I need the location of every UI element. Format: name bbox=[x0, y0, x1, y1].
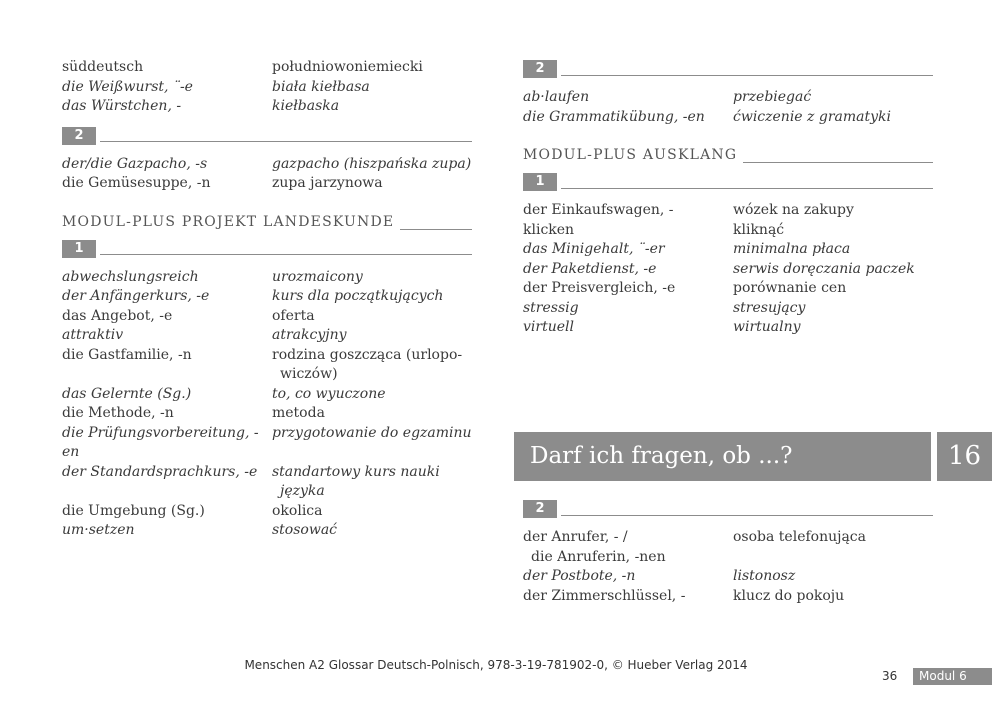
glossary-row bbox=[523, 567, 933, 587]
german-term: der Preisvergleich, -e bbox=[523, 280, 676, 296]
glossary-row bbox=[62, 482, 472, 502]
polish-translation: metoda bbox=[272, 405, 325, 421]
glossary-row bbox=[523, 318, 933, 338]
polish-translation: wirtualny bbox=[733, 319, 801, 335]
glossary-row bbox=[62, 424, 472, 463]
glossary-row bbox=[62, 58, 472, 78]
polish-translation: przebiegać bbox=[733, 89, 812, 105]
right-lower-column bbox=[523, 498, 933, 606]
glossary-row bbox=[523, 587, 933, 607]
glossary-row bbox=[62, 155, 472, 175]
modul-badge: Modul 6 bbox=[913, 668, 992, 685]
polish-translation: minimalna płaca bbox=[733, 241, 851, 257]
polish-translation: stosować bbox=[272, 522, 338, 538]
polish-translation: kiełbaska bbox=[272, 98, 340, 114]
footer-text: Menschen A2 Glossar Deutsch-Polnisch, 978-3-19-781902-0, © Hueber Verlag 2014 bbox=[244, 658, 748, 672]
german-term: süddeutsch bbox=[62, 59, 144, 75]
left-column bbox=[62, 58, 472, 541]
section-number-1: 1 bbox=[523, 171, 933, 193]
right-block2 bbox=[523, 528, 933, 606]
section-heading: MODUL-PLUS PROJEKT LANDESKUNDE bbox=[62, 208, 472, 230]
glossary-row bbox=[62, 463, 472, 483]
german-term: die Gastfamilie, -n bbox=[62, 346, 192, 363]
glossary-row bbox=[62, 287, 472, 307]
glossary-row bbox=[62, 326, 472, 346]
section-number-2: 2 bbox=[523, 498, 933, 520]
german-term: die Weißwurst, ¨-e bbox=[62, 78, 193, 95]
german-term: um·setzen bbox=[62, 522, 135, 538]
glossary-row bbox=[523, 221, 933, 241]
polish-translation: atrakcyjny bbox=[272, 327, 347, 343]
polish-translation: rodzina goszcząca (urlopo- bbox=[272, 346, 463, 363]
glossary-row bbox=[62, 385, 472, 405]
section-number-2: 2 bbox=[523, 58, 933, 80]
glossary-row bbox=[523, 548, 933, 568]
glossary-row bbox=[523, 108, 933, 128]
german-term: das Würstchen, - bbox=[62, 98, 182, 114]
polish-translation: gazpacho (hiszpańska zupa) bbox=[272, 155, 472, 172]
glossary-row bbox=[62, 365, 472, 385]
glossary-row bbox=[523, 299, 933, 319]
glossary-row bbox=[62, 521, 472, 541]
german-term bbox=[62, 482, 272, 502]
german-term: attraktiv bbox=[62, 327, 124, 343]
german-term: das Gelernte (Sg.) bbox=[62, 385, 192, 402]
polish-translation: standartowy kurs nauki bbox=[272, 463, 440, 480]
polish-translation: południowoniemiecki bbox=[272, 59, 423, 75]
polish-translation: kliknąć bbox=[733, 221, 785, 238]
polish-translation: serwis doręczania paczek bbox=[733, 260, 915, 277]
german-term: der Standardsprachkurs, -e bbox=[62, 463, 258, 480]
german-term: der/die Gazpacho, -s bbox=[62, 155, 208, 172]
polish-translation: oferta bbox=[272, 307, 315, 324]
glossary-row bbox=[523, 279, 933, 299]
left-block2 bbox=[62, 268, 472, 541]
german-term: virtuell bbox=[523, 319, 574, 335]
polish-translation: osoba telefonująca bbox=[733, 529, 866, 545]
glossary-row bbox=[62, 78, 472, 98]
polish-translation: klucz do pokoju bbox=[733, 587, 845, 604]
right-column bbox=[523, 58, 933, 338]
german-term: die Prüfungsvorbereitung, -en bbox=[62, 424, 259, 460]
polish-translation: urozmaicony bbox=[272, 268, 363, 285]
glossary-row bbox=[62, 97, 472, 117]
polish-translation: stresujący bbox=[733, 299, 806, 316]
glossary-row bbox=[62, 404, 472, 424]
german-term: die Umgebung (Sg.) bbox=[62, 502, 205, 519]
chapter-title: Darf ich fragen, ob ...? bbox=[514, 432, 931, 481]
glossary-row bbox=[62, 174, 472, 194]
left-block1 bbox=[62, 155, 472, 194]
german-term: der Anrufer, - / bbox=[523, 529, 628, 545]
glossary-row bbox=[523, 240, 933, 260]
polish-translation: ćwiczenie z gramatyki bbox=[733, 108, 891, 125]
glossary-row bbox=[523, 260, 933, 280]
polish-translation: przygotowanie do egzaminu bbox=[272, 424, 472, 441]
section-number-2: 2 bbox=[62, 125, 472, 147]
glossary-row bbox=[523, 88, 933, 108]
polish-translation: biała kiełbasa bbox=[272, 78, 370, 95]
german-term: die Methode, -n bbox=[62, 405, 174, 421]
german-term: der Zimmerschlüssel, - bbox=[523, 587, 686, 604]
polish-translation bbox=[741, 548, 933, 568]
german-term: das Angebot, -e bbox=[62, 307, 173, 324]
glossary-row bbox=[62, 502, 472, 522]
german-term: die Anruferin, -nen bbox=[531, 548, 666, 565]
german-term: das Minigehalt, ¨-er bbox=[523, 241, 665, 257]
german-term: stressig bbox=[523, 299, 579, 316]
left-block0 bbox=[62, 58, 472, 117]
glossary-row bbox=[523, 201, 933, 221]
german-term: der Anfängerkurs, -e bbox=[62, 288, 210, 304]
german-term: klicken bbox=[523, 221, 575, 238]
polish-translation: okolica bbox=[272, 502, 323, 519]
german-term: die Gemüsesuppe, -n bbox=[62, 175, 211, 191]
german-term: der Postbote, -n bbox=[523, 568, 636, 584]
polish-translation: listonosz bbox=[733, 568, 796, 584]
polish-translation: wiczów) bbox=[280, 366, 338, 382]
right-block0 bbox=[523, 88, 933, 127]
section-heading: MODUL-PLUS AUSKLANG bbox=[523, 141, 933, 163]
polish-translation: kurs dla początkujących bbox=[272, 288, 444, 304]
polish-translation: wózek na zakupy bbox=[733, 202, 854, 218]
polish-translation: to, co wyuczone bbox=[272, 385, 386, 402]
chapter-number: 16 bbox=[937, 432, 992, 481]
section-number-1: 1 bbox=[62, 238, 472, 260]
right-block1 bbox=[523, 201, 933, 338]
glossary-row bbox=[62, 307, 472, 327]
german-term: die Grammatikübung, -en bbox=[523, 108, 705, 125]
glossary-row bbox=[523, 528, 933, 548]
glossary-row bbox=[62, 268, 472, 288]
polish-translation: języka bbox=[280, 483, 325, 499]
page-number: 36 bbox=[882, 669, 898, 683]
german-term: ab·laufen bbox=[523, 89, 590, 105]
polish-translation: porównanie cen bbox=[733, 280, 847, 296]
polish-translation: zupa jarzynowa bbox=[272, 175, 383, 191]
german-term: abwechslungsreich bbox=[62, 268, 199, 285]
german-term bbox=[62, 365, 272, 385]
german-term: der Einkaufswagen, - bbox=[523, 202, 674, 218]
glossary-row bbox=[62, 346, 472, 366]
german-term: der Paketdienst, -e bbox=[523, 260, 657, 277]
